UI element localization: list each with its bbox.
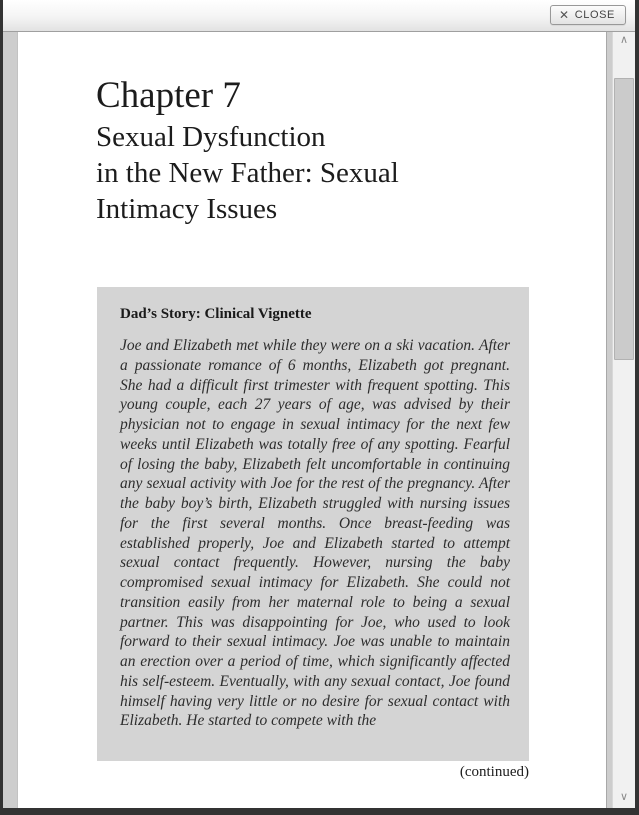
scroll-up-icon[interactable]: ∧ (619, 34, 629, 46)
chapter-subtitle-line-3: Intimacy Issues (96, 193, 278, 225)
clinical-vignette-box (97, 287, 529, 761)
chapter-subtitle-line-1: Sexual Dysfunction (96, 121, 326, 153)
viewer-toolbar (3, 0, 635, 32)
vignette-heading: Dad’s Story: Clinical Vignette (120, 306, 312, 322)
chapter-subtitle (96, 119, 606, 227)
chapter-subtitle-line-2: in the New Father: Sexual (96, 157, 399, 189)
chapter-title: Chapter 7 (96, 75, 241, 116)
close-icon: ✕ (559, 8, 570, 22)
vignette-body-text: Joe and Elizabeth met while they were on a ski vacation. After a passionate romance of 6 months, Elizabeth got pregnant. She had a difficult first trimester with frequent spotting. This young couple, each 27 years of age, was advised by their physician not to engage in sexual intimacy for the next few weeks until Elizabeth was totally free of any spotting. Fearful of losing the baby, Elizabeth felt uncomfortable in continuing any sexual activity with Joe for the rest of the pregnancy. After the baby boy’s birth, Elizabeth struggled with nursing issues for the first several months. Once breast-feeding was established properly, Joe and Elizabeth started to attempt sexual contact frequently. However, nursing the baby compromised sexual intimacy for Elizabeth. She could not transition easily from her maternal role to being a sexual partner. This was disappointing for Joe, who used to look forward to their sexual intimacy. Joe was unable to maintain an erection over a period of time, which significantly affected his self-esteem. Eventually, with any sexual contact, Joe found himself having very little or no desire for sexual contact with Elizabeth. He started to compete with the (120, 337, 510, 730)
continued-label: (continued) (459, 764, 529, 780)
document-viewer-modal (3, 0, 635, 808)
document-page (17, 31, 607, 808)
scroll-down-icon[interactable]: ∨ (619, 791, 629, 803)
close-button[interactable] (550, 5, 626, 25)
scrollbar-thumb[interactable] (614, 78, 634, 360)
chapter-heading (18, 31, 606, 227)
close-button-label: CLOSE (574, 9, 615, 21)
vertical-scrollbar[interactable] (612, 31, 635, 808)
